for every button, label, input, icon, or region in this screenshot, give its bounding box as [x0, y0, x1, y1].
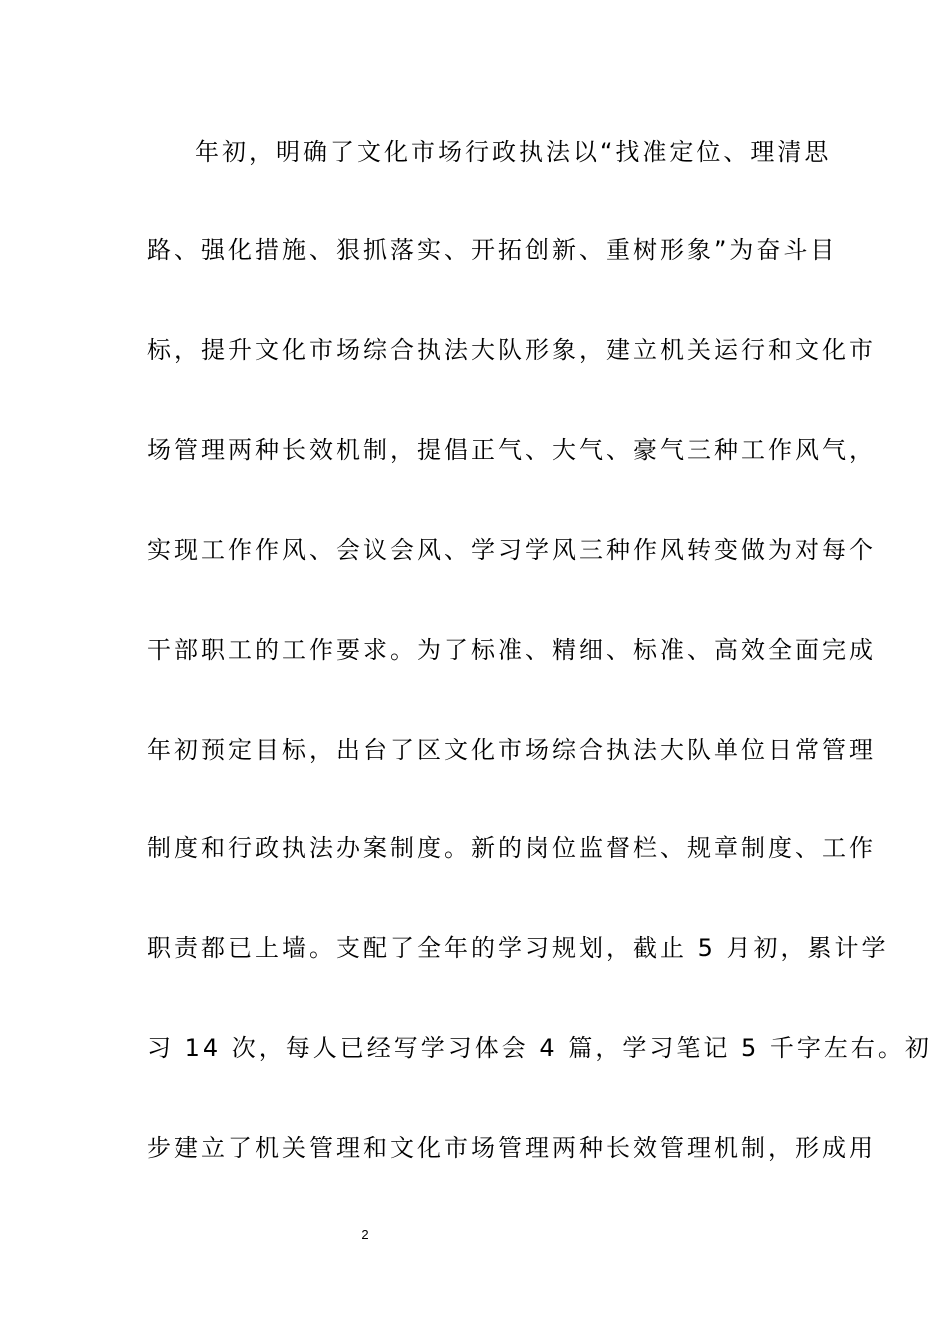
body-line-7: 年初预定目标，出台了区文化市场综合执法大队单位日常管理: [147, 736, 876, 764]
body-line-5: 实现工作作风、会议会风、学习学风三种作风转变做为对每个: [147, 536, 876, 564]
body-line-9: 职责都已上墙。支配了全年的学习规划，截止 5 月初，累计学: [147, 934, 889, 962]
body-line-2: 路、强化措施、狠抓落实、开拓创新、重树形象”为奋斗目: [147, 236, 838, 264]
body-line-3: 标，提升文化市场综合执法大队形象，建立机关运行和文化市: [147, 336, 876, 364]
body-line-4: 场管理两种长效机制，提倡正气、大气、豪气三种工作风气，: [147, 436, 876, 464]
body-line-6: 干部职工的工作要求。为了标准、精细、标准、高效全面完成: [147, 636, 876, 664]
body-line-10: 习 14 次，每人已经写学习体会 4 篇，学习笔记 5 千字左右。初: [147, 1034, 932, 1062]
body-line-11: 步建立了机关管理和文化市场管理两种长效管理机制，形成用: [147, 1134, 876, 1162]
body-line-8: 制度和行政执法办案制度。新的岗位监督栏、规章制度、工作: [147, 834, 876, 862]
page-number: 2: [361, 1227, 369, 1242]
body-line-1: 年初，明确了文化市场行政执法以“找准定位、理清思: [195, 138, 832, 166]
